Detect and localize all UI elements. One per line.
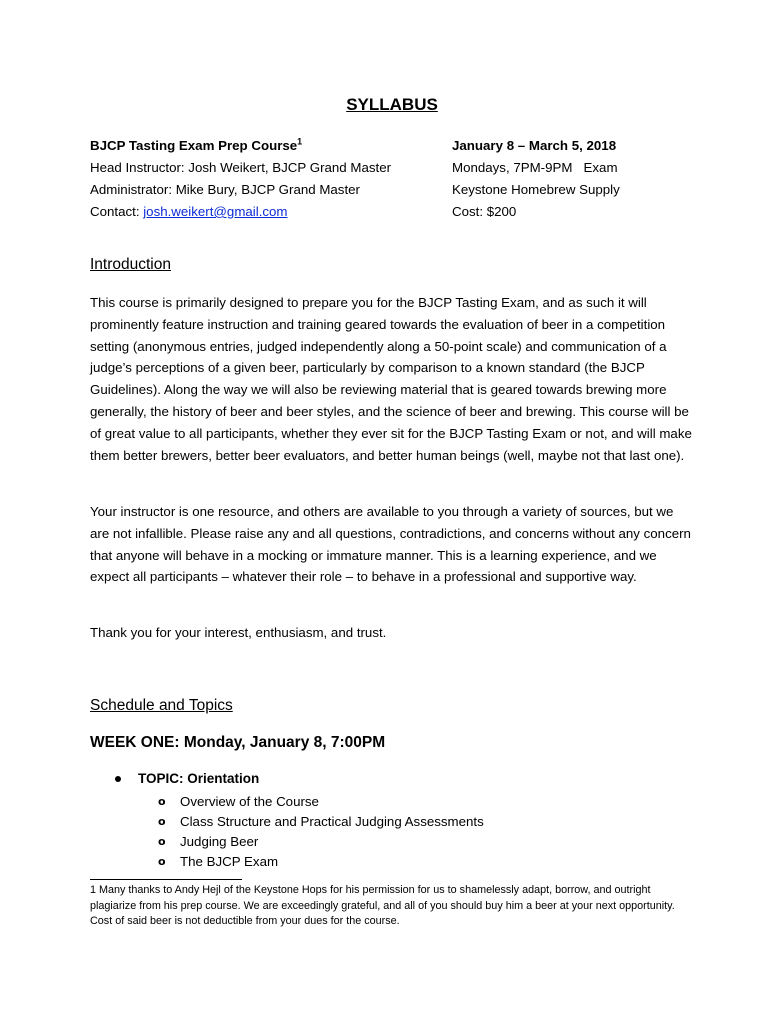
list-item-text: The BJCP Exam [180, 854, 279, 869]
list-item [158, 852, 484, 872]
sub-bullet-icon: o [158, 815, 166, 828]
footnote-reference[interactable]: 1 [297, 136, 303, 147]
list-item-text: Overview of the Course [180, 794, 319, 809]
course-header [90, 135, 690, 223]
course-location: Keystone Homebrew Supply [452, 182, 620, 197]
header-row-1 [90, 135, 690, 157]
sub-bullet-icon: o [158, 835, 166, 848]
list-item [158, 832, 484, 852]
document-title: SYLLABUS [346, 95, 438, 114]
intro-paragraph-1: This course is primarily designed to prepare you for the BJCP Tasting Exam, and as such it will prominently feature instruction and training geared towards the evaluation of beer in a competition setting (anonymous entries, judged independently along a 50-point scale) and communication of a judge’s perceptions of a given beer, particularly by comparison to a known standard (the BJCP Guidelines). Along the way we will also be reviewing material that is geared towards brewing more generally, the history of beer and beer styles, and the science of beer and brewing. This course will be of great value to all participants, whether they ever sit for the BJCP Tasting Exam or not, and will make them better brewers, better beer evaluators, and better human beings (well, maybe not that last one). [90, 295, 692, 463]
course-schedule: Mondays, 7PM-9PM Exam [452, 160, 618, 175]
header-row-2 [90, 157, 690, 179]
course-cost: Cost: $200 [452, 204, 517, 219]
sub-bullet-icon: o [158, 795, 166, 808]
topic-subitems [158, 792, 484, 872]
intro-paragraph-3: Thank you for your interest, enthusiasm, and trust. [90, 625, 387, 640]
schedule-heading: Schedule and Topics [90, 697, 233, 714]
head-instructor: Head Instructor: Josh Weikert, BJCP Grand Master [90, 160, 392, 175]
contact [90, 201, 452, 223]
footnote-text: 1 Many thanks to Andy Hejl of the Keystone Hops for his permission for us to shamelessly adapt, borrow, and outright plagiarize from his prep course. We are exceedingly grateful, and all of you should buy him a beer at your next opportunity. Cost of said beer is not deductible from your dues for the course. [90, 884, 675, 927]
header-row-3 [90, 179, 690, 201]
sub-bullet-icon: o [158, 855, 166, 868]
course-name-text: BJCP Tasting Exam Prep Course [90, 138, 298, 153]
bullet-icon [115, 776, 121, 782]
list-item-text: Judging Beer [180, 834, 259, 849]
week-one-heading: WEEK ONE: Monday, January 8, 7:00PM [90, 734, 386, 751]
administrator: Administrator: Mike Bury, BJCP Grand Master [90, 182, 360, 197]
footnote-separator [90, 879, 242, 880]
header-row-4 [90, 201, 690, 223]
course-name [90, 135, 452, 157]
list-item-text: Class Structure and Practical Judging Assessments [180, 814, 484, 829]
week-one-topic [112, 771, 259, 786]
course-dates: January 8 – March 5, 2018 [452, 138, 617, 153]
list-item [158, 792, 484, 812]
list-item [158, 812, 484, 832]
intro-paragraph-2: Your instructor is one resource, and others are available to you through a variety of sources, but we are not infallible. Please raise any and all questions, contradictions, and concerns without any concern that anyone will behave in a mocking or immature manner. This is a learning experience, and we expect all participants – whatever their role – to behave in a professional and supportive way. [90, 504, 691, 585]
contact-label: Contact: [90, 204, 144, 219]
contact-email-link[interactable]: josh.weikert@gmail.com [143, 204, 288, 219]
introduction-heading: Introduction [90, 256, 171, 273]
topic-label: TOPIC: Orientation [138, 771, 260, 786]
